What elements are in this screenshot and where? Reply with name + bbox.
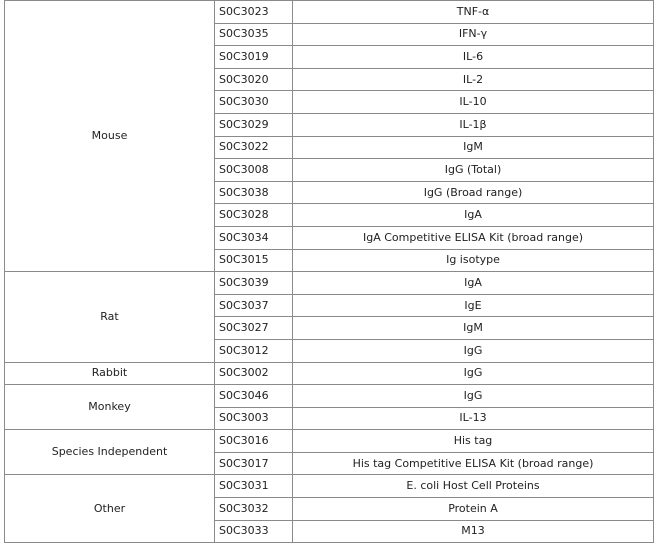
- catalog-code-cell: S0C3016: [215, 430, 293, 453]
- product-name-cell: His tag: [293, 430, 654, 453]
- product-name-cell: Protein A: [293, 498, 654, 521]
- species-cell: Species Independent: [5, 430, 215, 475]
- product-name-cell: Ig isotype: [293, 249, 654, 272]
- product-name-cell: IFN-γ: [293, 23, 654, 46]
- catalog-code-cell: S0C3002: [215, 362, 293, 385]
- catalog-code-cell: S0C3008: [215, 159, 293, 182]
- product-name-cell: IgM: [293, 136, 654, 159]
- catalog-code-cell: S0C3032: [215, 498, 293, 521]
- species-cell: Other: [5, 475, 215, 543]
- catalog-code-cell: S0C3034: [215, 226, 293, 249]
- product-name-cell: IgA: [293, 204, 654, 227]
- catalog-code-cell: S0C3035: [215, 23, 293, 46]
- catalog-code-cell: S0C3015: [215, 249, 293, 272]
- product-name-cell: IgG: [293, 362, 654, 385]
- catalog-code-cell: S0C3039: [215, 272, 293, 295]
- catalog-code-cell: S0C3028: [215, 204, 293, 227]
- product-name-cell: IgA Competitive ELISA Kit (broad range): [293, 226, 654, 249]
- table-row: [5, 475, 654, 498]
- catalog-code-cell: S0C3029: [215, 113, 293, 136]
- catalog-code-cell: S0C3027: [215, 317, 293, 340]
- product-name-cell: IgM: [293, 317, 654, 340]
- catalog-code-cell: S0C3019: [215, 46, 293, 69]
- catalog-code-cell: S0C3033: [215, 520, 293, 543]
- species-cell: Rat: [5, 272, 215, 362]
- product-name-cell: IL-1β: [293, 113, 654, 136]
- product-name-cell: His tag Competitive ELISA Kit (broad range): [293, 452, 654, 475]
- catalog-code-cell: S0C3023: [215, 1, 293, 24]
- species-cell: Mouse: [5, 1, 215, 272]
- catalog-code-cell: S0C3037: [215, 294, 293, 317]
- species-cell: Rabbit: [5, 362, 215, 385]
- product-name-cell: IL-2: [293, 68, 654, 91]
- product-name-cell: IgA: [293, 272, 654, 295]
- catalog-code-cell: S0C3012: [215, 339, 293, 362]
- catalog-code-cell: S0C3031: [215, 475, 293, 498]
- table-row: [5, 1, 654, 24]
- catalog-code-cell: S0C3030: [215, 91, 293, 114]
- table-row: [5, 430, 654, 453]
- kit-table-container: [4, 0, 654, 543]
- product-name-cell: IgG (Broad range): [293, 181, 654, 204]
- product-name-cell: IgE: [293, 294, 654, 317]
- catalog-code-cell: S0C3020: [215, 68, 293, 91]
- product-name-cell: IgG: [293, 339, 654, 362]
- catalog-code-cell: S0C3017: [215, 452, 293, 475]
- product-name-cell: TNF-α: [293, 1, 654, 24]
- product-name-cell: IL-10: [293, 91, 654, 114]
- table-row: [5, 385, 654, 408]
- catalog-code-cell: S0C3022: [215, 136, 293, 159]
- product-name-cell: IgG (Total): [293, 159, 654, 182]
- product-name-cell: IL-13: [293, 407, 654, 430]
- kit-table-body: [5, 1, 654, 543]
- catalog-code-cell: S0C3046: [215, 385, 293, 408]
- product-name-cell: IgG: [293, 385, 654, 408]
- catalog-code-cell: S0C3038: [215, 181, 293, 204]
- table-row: [5, 362, 654, 385]
- table-row: [5, 272, 654, 295]
- product-name-cell: M13: [293, 520, 654, 543]
- catalog-code-cell: S0C3003: [215, 407, 293, 430]
- product-name-cell: IL-6: [293, 46, 654, 69]
- species-cell: Monkey: [5, 385, 215, 430]
- elisa-kit-table: [4, 0, 654, 543]
- product-name-cell: E. coli Host Cell Proteins: [293, 475, 654, 498]
